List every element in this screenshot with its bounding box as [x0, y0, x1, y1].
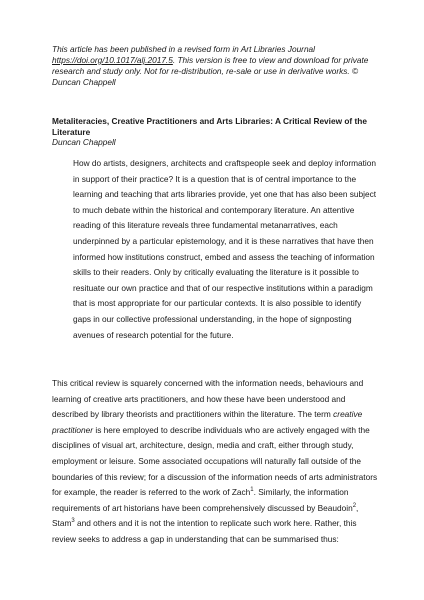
footnote-ref-2[interactable]: 2 [352, 502, 357, 509]
notice-prefix: This article has been published in a revised form in Art Libraries Journal [52, 44, 316, 54]
doi-link[interactable]: https://doi.org/10.1017/alj.2017.5 [52, 55, 173, 65]
publication-notice [52, 44, 382, 88]
body-text-5: and others and it is not the intention to replicate such work here. Rather, this review seeks to address a gap in understanding that can be summarised thus: [52, 518, 357, 544]
footnote-ref-3[interactable]: 3 [71, 518, 75, 525]
body-paragraph [52, 376, 378, 548]
body-text-1: This critical review is squarely concerned with the information needs, behaviours and learning of creative arts practitioners, and how these have been understood and described by library theorists and practitioners within the literature. The term [52, 378, 364, 420]
body-text-4: , Stam [52, 502, 359, 529]
author-name: Duncan Chappell [52, 137, 116, 147]
article-title: Metaliteracies, Creative Practitioners and Arts Libraries: A Critical Review of the Literature [52, 116, 367, 137]
footnote-ref-1[interactable]: 1 [250, 487, 254, 494]
abstract-paragraph: How do artists, designers, architects and craftspeople seek and deploy information in support of their practice? It is a question that is of central importance to the learning and teaching that arts libraries provide, yet one that has also been subject to much debate within the historical and contemporary literature. An attentive reading of this literature reveals three fundamental metanarratives, each underpinned by a particular epistemology, and it is these narratives that have then informed how institutions construct, embed and assess the teaching of information skills to their readers. Only by critically evaluating the literature is it possible to resituate our own practice and that of our respective institutions within a paradigm that is most appropriate for our particular contexts. It is also possible to identify gaps in our collective professional understanding, in the hope of signposting avenues of research potential for the future. [73, 158, 377, 340]
notice-suffix: . This version is free to view and download for private research and study only. Not for re-distribution, re-sale or use in derivative works. © Duncan Chappell [52, 55, 369, 87]
body-text-2: is here employed to describe individuals who are actively engaged with the disciplines of visual art, architecture, design, media and craft, either through study, employment or leisure. Some associated occupations will naturally fall outside of the boundaries of this review; for a discussion of the information needs of arts administrators for example, the reader is referred to the work of Zach [52, 424, 378, 498]
body-text-3: . Similarly, the information requirements of art historians have been comprehensively discussed by Beaudoin [52, 487, 353, 513]
body-term: creative practitioner [52, 409, 363, 435]
